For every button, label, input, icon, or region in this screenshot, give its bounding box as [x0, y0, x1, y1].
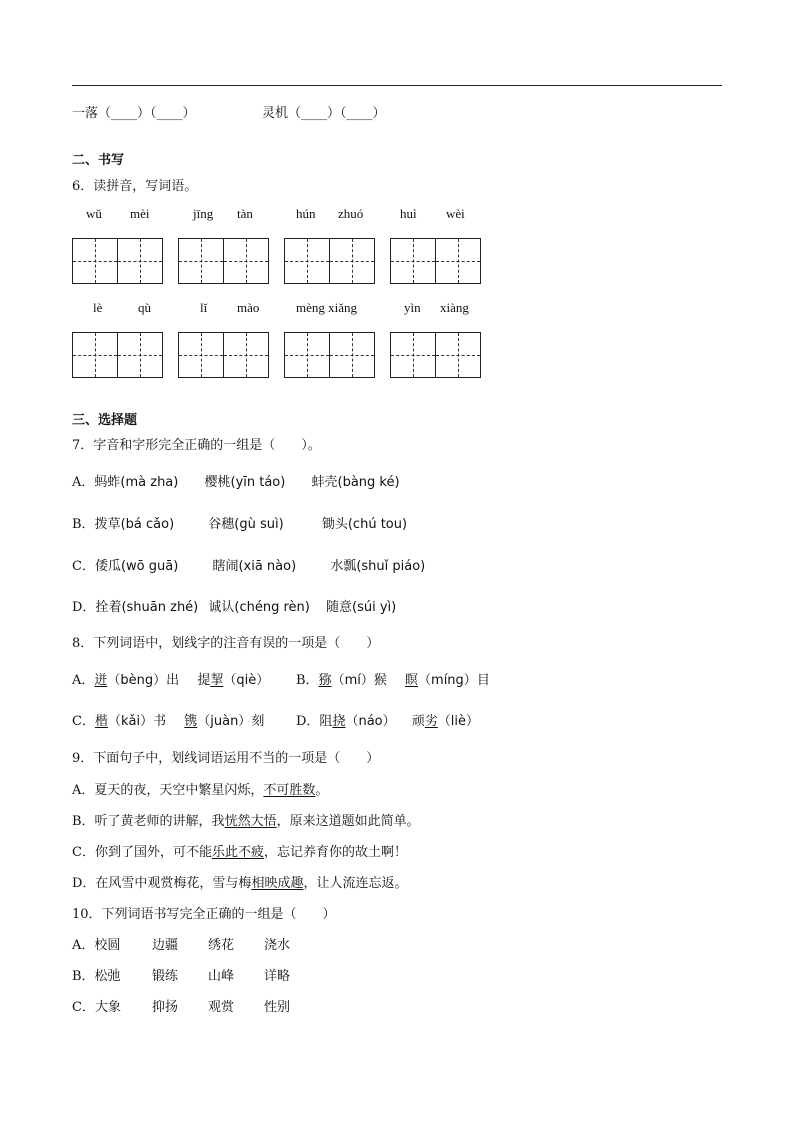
word: 樱桃 [204, 475, 231, 490]
option-word: 观赏 [208, 1000, 235, 1015]
pinyin: （kǎi） [107, 714, 154, 729]
question-9-stem: 9．下面句子中，划线词语运用不当的一项是（ ） [72, 751, 380, 766]
underlined-char: 挠 [332, 714, 346, 729]
pinyin: （mí） [331, 673, 374, 688]
question-7-stem: 7．字音和字形完全正确的一组是（ ）。 [72, 438, 321, 453]
pinyin: (xiā nào) [238, 559, 297, 574]
question-10-stem: 10．下列词语书写完全正确的一组是（ ） [72, 907, 336, 922]
underlined-phrase: 恍然大悟 [224, 814, 277, 829]
q9-option-a[interactable] [72, 779, 328, 798]
pinyin: tàn [237, 206, 253, 221]
option-label: C． [72, 714, 95, 729]
sentence-text: 。 [315, 783, 329, 798]
pinyin: lǐ [200, 300, 208, 315]
option-label: D．阻 [296, 714, 333, 729]
writing-grid[interactable] [284, 238, 375, 284]
word-rest: 出 [166, 673, 180, 688]
word: 蚌壳 [311, 475, 338, 490]
pinyin: jīng [193, 206, 214, 221]
word: 瞎闹 [212, 559, 239, 574]
q8-option-b[interactable] [296, 669, 490, 688]
writing-grid[interactable] [390, 238, 481, 284]
pinyin: （juàn） [197, 714, 252, 729]
pinyin: （náo） [345, 714, 396, 729]
underlined-char: 挈 [210, 673, 224, 688]
pinyin: xiàng [440, 300, 469, 315]
option-word: 性别 [264, 1000, 291, 1015]
pinyin: hún [296, 206, 316, 221]
q9-option-c[interactable] [72, 841, 407, 860]
underlined-phrase: 不可胜数 [263, 783, 316, 798]
option-word: 抑扬 [152, 1000, 179, 1015]
sentence-text: D．在风雪中观赏梅花，雪与梅 [72, 876, 252, 891]
pinyin: yìn [404, 300, 421, 315]
option-word: 边疆 [152, 938, 179, 953]
section-heading-writing: 二、书写 [72, 153, 125, 168]
option-label: A． [72, 673, 95, 688]
option-label: D． [72, 600, 96, 615]
option-word: 山峰 [208, 969, 235, 984]
option-word: A．校圆 [72, 938, 121, 953]
writing-grid[interactable] [72, 332, 163, 378]
sentence-text: B．听了黄老师的讲解，我 [72, 814, 225, 829]
underlined-phrase: 相映成趣 [251, 876, 304, 891]
writing-grid[interactable] [72, 238, 163, 284]
word-rest: 目 [476, 673, 490, 688]
word: 诚认 [208, 600, 235, 615]
q8-option-c[interactable] [72, 710, 264, 729]
q10-option-c[interactable] [72, 996, 291, 1015]
pinyin: wèi [446, 206, 465, 221]
pinyin: (chéng rèn) [234, 600, 310, 615]
sentence-text: C．你到了国外，可不能 [72, 845, 212, 860]
q7-option-b[interactable] [72, 513, 407, 532]
q7-option-c[interactable] [72, 555, 425, 574]
pinyin: (bá cǎo) [120, 517, 175, 532]
option-word: 锻练 [152, 969, 179, 984]
pinyin: wǔ [86, 206, 102, 221]
pinyin: （míng） [418, 673, 477, 688]
header-rule [72, 85, 722, 86]
word-rest: 提 [197, 673, 211, 688]
underlined-char: 迸 [94, 673, 108, 688]
word-rest: 猴 [373, 673, 387, 688]
option-label: B． [296, 673, 319, 688]
word-rest: 书 [153, 714, 167, 729]
sentence-text: ，忘记养育你的故土啊！ [263, 845, 407, 860]
pinyin: （qiè） [223, 673, 270, 688]
question-6-stem: 6．读拼音，写词语。 [72, 179, 198, 194]
section-heading-choice: 三、选择题 [72, 413, 138, 428]
sentence-text: ，原来这道题如此简单。 [276, 814, 420, 829]
pinyin: (shuǐ piáo) [356, 559, 426, 574]
option-word: 浇水 [264, 938, 291, 953]
option-word: B．松弛 [72, 969, 121, 984]
word: 随意 [326, 600, 353, 615]
pinyin: （liè） [437, 714, 480, 729]
pinyin: (bàng ké) [337, 475, 400, 490]
q8-option-a[interactable] [72, 669, 269, 688]
writing-grid[interactable] [178, 332, 269, 378]
word: 水瓢 [330, 559, 357, 574]
q8-option-d[interactable] [296, 710, 479, 729]
writing-grid[interactable] [390, 332, 481, 378]
pinyin: (chú tou) [347, 517, 408, 532]
q7-option-d[interactable] [72, 596, 396, 615]
word: 拨草 [94, 517, 121, 532]
word: 蚂蚱 [94, 475, 121, 490]
word: 倭瓜 [94, 559, 121, 574]
option-label: A． [72, 475, 95, 490]
word: 拴着 [95, 600, 122, 615]
fill-blank-lingji: 灵机（____）（____） [262, 106, 386, 121]
pinyin: huì [400, 206, 417, 221]
q7-option-a[interactable] [72, 471, 400, 490]
q10-option-a[interactable] [72, 934, 291, 953]
word-rest: 顽 [411, 714, 425, 729]
word: 锄头 [321, 517, 348, 532]
underlined-char: 楷 [94, 714, 108, 729]
question-8-stem: 8．下列词语中，划线字的注音有误的一项是（ ） [72, 636, 380, 651]
option-word: 详略 [264, 969, 291, 984]
option-word: C．大象 [72, 1000, 121, 1015]
pinyin: (wō guā) [120, 559, 179, 574]
pinyin: (súi yì) [352, 600, 397, 615]
fill-blank-yiluo: 一落（____）（____） [72, 106, 196, 121]
q9-option-b[interactable] [72, 810, 420, 829]
option-word: 绣花 [208, 938, 235, 953]
pinyin: (shuān zhé) [121, 600, 199, 615]
pinyin: lè [93, 300, 103, 315]
sentence-text: ，让人流连忘返。 [303, 876, 408, 891]
pinyin: (mà zha) [120, 475, 179, 490]
q10-option-b[interactable] [72, 965, 291, 984]
writing-grid[interactable] [178, 238, 269, 284]
pinyin: （bèng） [107, 673, 167, 688]
q9-option-d[interactable] [72, 872, 407, 891]
underlined-char: 镌 [184, 714, 198, 729]
pinyin: (gù suì) [234, 517, 284, 532]
word-rest: 刻 [251, 714, 265, 729]
pinyin: zhuó [338, 206, 364, 221]
underlined-char: 猕 [318, 673, 332, 688]
underlined-char: 劣 [424, 714, 438, 729]
pinyin: mèi [130, 206, 150, 221]
sentence-text: A．夏天的夜，天空中繁星闪烁， [72, 783, 264, 798]
writing-grid[interactable] [284, 332, 375, 378]
underlined-char: 瞑 [405, 673, 419, 688]
pinyin: qù [138, 300, 151, 315]
option-label: C． [72, 559, 95, 574]
pinyin: mèng xiǎng [296, 300, 358, 315]
pinyin: (yīn táo) [230, 475, 286, 490]
pinyin: mào [237, 300, 260, 315]
underlined-phrase: 乐此不疲 [211, 845, 264, 860]
word: 谷穗 [208, 517, 235, 532]
option-label: B． [72, 517, 95, 532]
